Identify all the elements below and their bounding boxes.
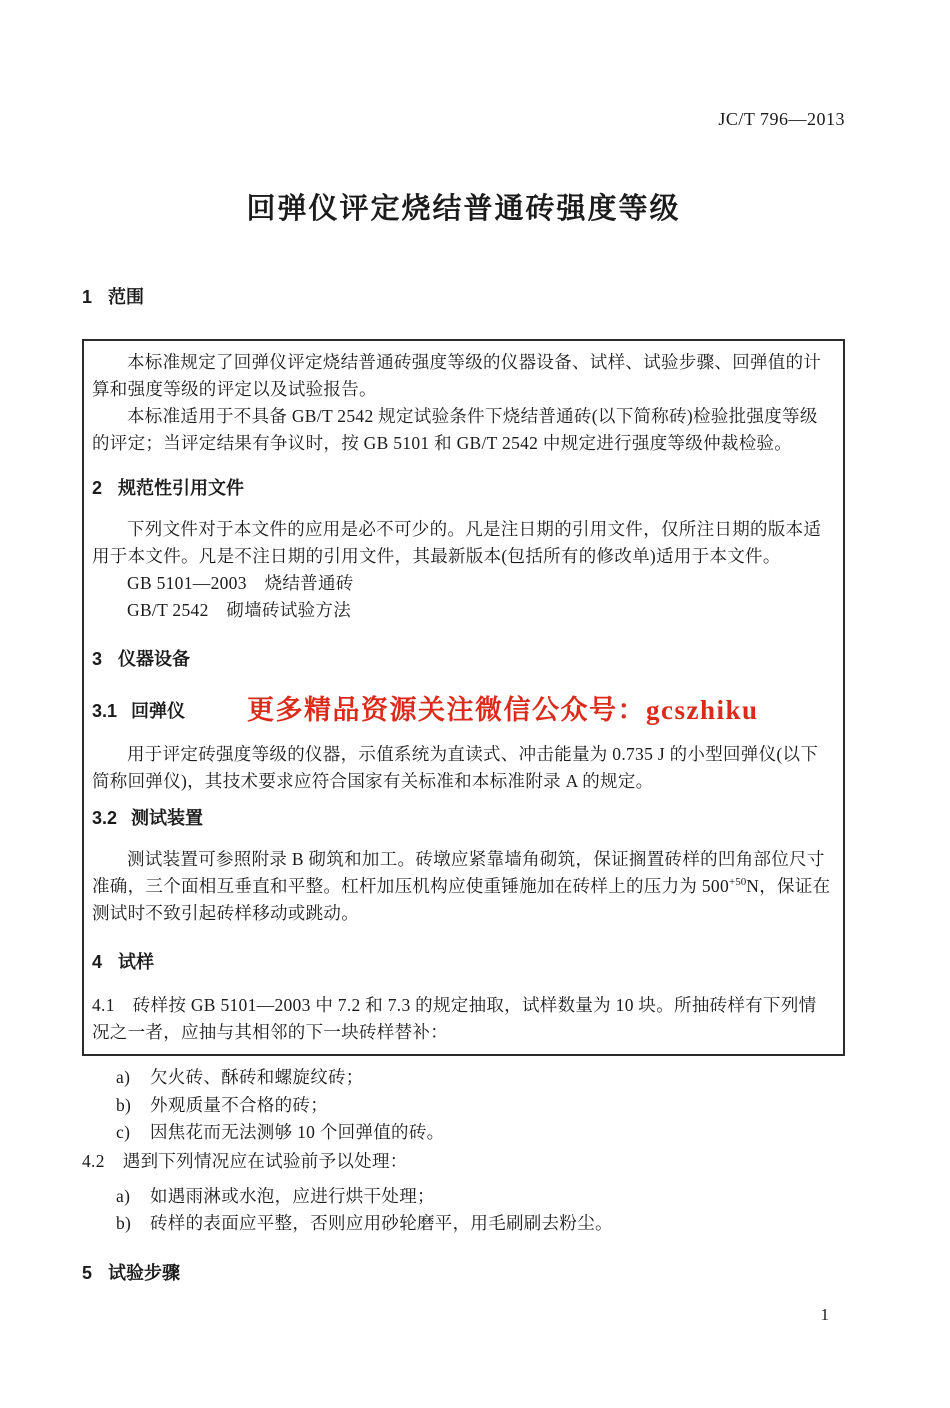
section-5-label: 试验步骤 [108,1262,181,1283]
clause-4-1-text: 砖样按 GB 5101—2003 中 7.2 和 7.3 的规定抽取，试样数量为 10 块。所抽砖样有下列情况之一者，应抽与其相邻的下一块砖样替补： [92,995,817,1042]
section-1-label: 范围 [108,287,145,307]
list-item-text: 如遇雨淋或水泡，应进行烘干处理； [150,1185,435,1206]
page-number: 1 [820,1304,829,1324]
list-item [82,1092,845,1120]
tolerance-superscript: +50 [729,876,747,889]
document-header [82,108,845,130]
clause-4-2-text: 遇到下列情况应在试验前予以处理： [122,1150,408,1171]
clause-4-2-number: 4.2 [82,1150,105,1171]
clause-3-2-number: 3.2 [92,808,118,828]
list-item-marker: c) [116,1122,131,1142]
list-item-marker: b) [116,1094,132,1115]
section-3-heading [92,646,833,673]
section-3-label: 仪器设备 [118,649,191,669]
section-2-heading [92,475,833,502]
section-5-number: 5 [82,1262,93,1283]
section-2-number: 2 [92,478,103,498]
standard-number: JC/T 796—2013 [718,109,845,129]
watermark: 更多精品资源关注微信公众号：gcszhiku [247,695,759,725]
clause-3-2-heading [92,805,833,832]
document-title: 回弹仪评定烧结普通砖强度等级 [246,193,681,225]
test-rig-paragraph [92,846,833,927]
section-4-label: 试样 [118,952,155,972]
clause-3-2-label: 测试装置 [131,808,204,828]
list-item [82,1210,845,1238]
list-item-text: 欠火砖、酥砖和螺旋纹砖； [150,1067,364,1087]
rebound-hammer-paragraph: 用于评定砖强度等级的仪器，示值系统为直读式、冲击能量为 0.735 J 的小型回弹仪(以下简称回弹仪)，其技术要求应符合国家有关标准和本标准附录 A 的规定。 [92,744,819,791]
clause-4-1-list [82,1064,845,1147]
section-1-heading [82,284,845,311]
list-item-marker: b) [116,1213,132,1233]
list-item [82,1064,845,1092]
clause-4-2 [82,1148,845,1175]
reference-item: GB 5101—2003 烧结普通砖 [127,573,354,593]
list-item-text: 外观质量不合格的砖； [150,1094,328,1115]
section-4-heading [92,949,833,976]
list-item-marker: a) [116,1067,131,1087]
clause-3-1-heading [92,695,833,725]
list-item [82,1183,845,1211]
list-item-text: 砖样的表面应平整，否则应用砂轮磨平，用毛刷刷去粉尘。 [150,1213,613,1233]
list-item-marker: a) [116,1185,131,1206]
clause-3-1-label: 回弹仪 [131,701,186,721]
section-2-label: 规范性引用文件 [118,478,245,498]
clause-4-1-number: 4.1 [92,995,115,1015]
list-item [82,1119,845,1147]
scope-paragraph-2: 本标准适用于不具备 GB/T 2542 规定试验条件下烧结普通砖(以下简称砖)检验批强度等级的评定；当评定结果有争议时，按 GB 5101 和 GB/T 2542 中规定进行强度等级仲裁检验。 [92,406,818,453]
section-4-number: 4 [92,952,103,972]
section-3-number: 3 [92,649,103,669]
clause-4-2-list [82,1183,845,1238]
clause-4-1 [92,992,833,1046]
clause-3-1-number: 3.1 [92,701,118,721]
scope-paragraph-1: 本标准规定了回弹仪评定烧结普通砖强度等级的仪器设备、试样、试验步骤、回弹值的计算和强度等级的评定以及试验报告。 [92,352,822,399]
reference-item: GB/T 2542 砌墙砖试验方法 [127,600,352,620]
list-item-text: 因焦花而无法测够 10 个回弹值的砖。 [150,1122,445,1142]
review-markup-box [82,339,845,1056]
test-rig-text-start: 测试装置可参照附录 B 砌筑和加工。砖墩应紧靠墙角砌筑，保证搁置砖样的凹角部位尺寸准确，三个面相互垂直和平整。杠杆加压机构应使重锤施加在砖样上的压力为 500 [92,849,825,896]
normative-references-paragraph: 下列文件对于本文件的应用是必不可少的。凡是注日期的引用文件，仅所注日期的版本适用于本文件。凡是不注日期的引用文件，其最新版本(包括所有的修改单)适用于本文件。 [92,519,822,566]
test-rig-text-end: N，保证在测试时不致引起砖样移动或跳动。 [92,876,831,923]
section-5-heading [82,1260,845,1287]
section-1-number: 1 [82,287,93,307]
